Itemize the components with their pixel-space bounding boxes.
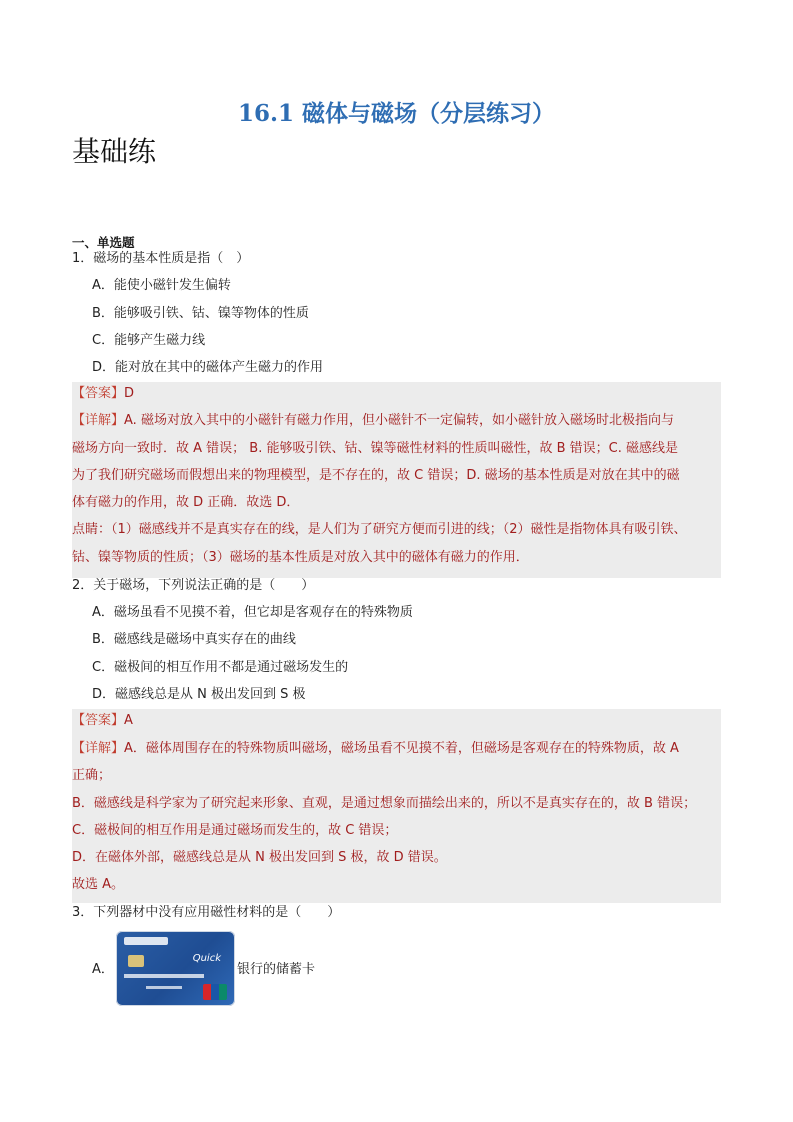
page-title: 16.1 磁体与磁场（分层练习）	[237, 100, 556, 127]
q1-option-a: A．能使小磁针发生偏转	[92, 278, 231, 293]
q1-option-d: D．能对放在其中的磁体产生磁力的作用	[92, 360, 324, 375]
q1-detail-line: 为了我们研究磁场而假想出来的物理模型，是不存在的，故 C 错误；D. 磁场的基本性质是对放在其中的磁	[72, 468, 680, 483]
bank-card-image	[116, 931, 235, 1006]
q1-detail-line	[72, 411, 674, 431]
quickpass-mark: Quick	[192, 953, 221, 964]
q1-comment-line: 点睛：（1）磁感线并不是真实存在的线，是人们为了研究方便而引进的线；（2）磁性是指物体具有吸引铁、	[72, 522, 687, 537]
answer-tag: 【答案】	[72, 386, 125, 401]
q1-stem: 1．磁场的基本性质是指（ ）	[72, 251, 250, 266]
q2-option-d: D．磁感线总是从 N 极出发回到 S 极	[92, 687, 306, 702]
q2-detail-line: C．磁极间的相互作用是通过磁场而发生的，故 C 错误；	[72, 823, 398, 838]
q1-comment-line: 钴、镍等物质的性质；（3）磁场的基本性质是对放入其中的磁体有磁力的作用．	[72, 550, 529, 565]
q2-detail-line: B．磁感线是科学家为了研究起来形象、直观，是通过想象而描绘出来的，所以不是真实存在的，故 B 错误；	[72, 796, 697, 811]
unionpay-logo	[203, 984, 227, 1000]
q1-detail-line: 体有磁力的作用，故 D 正确．故选 D．	[72, 495, 300, 510]
q2-option-b: B．磁感线是磁场中真实存在的曲线	[92, 632, 296, 647]
q3-option-a-text: 银行的储蓄卡	[237, 962, 316, 977]
q2-stem: 2．关于磁场，下列说法正确的是（ ）	[72, 578, 315, 593]
q2-answer	[72, 711, 133, 731]
card-number	[124, 974, 204, 978]
level-heading: 基础练	[72, 135, 157, 168]
answer-value: A	[124, 713, 133, 728]
q3-stem: 3．下列器材中没有应用磁性材料的是（ ）	[72, 905, 341, 920]
q2-detail-line	[72, 739, 679, 759]
answer-value: D	[124, 386, 135, 401]
card-expiry	[146, 986, 182, 989]
card-chip	[128, 955, 144, 967]
q1-option-b: B．能够吸引铁、钴、镍等物体的性质	[92, 306, 309, 321]
section-heading: 一、单选题	[72, 235, 135, 250]
q2-detail-line: 正确；	[72, 768, 112, 783]
q3-option-a-label: A．	[92, 962, 114, 977]
q2-detail-line: D．在磁体外部，磁感线总是从 N 极出发回到 S 极，故 D 错误。	[72, 850, 447, 865]
q2-option-a: A．磁场虽看不见摸不着，但它却是客观存在的特殊物质	[92, 605, 413, 620]
detail-tag: 【详解】	[72, 741, 125, 756]
q1-option-c: C．能够产生磁力线	[92, 333, 206, 348]
detail-text: A．磁体周围存在的特殊物质叫磁场，磁场虽看不见摸不着，但磁场是客观存在的特殊物质，故 A	[124, 741, 679, 756]
q2-option-c: C．磁极间的相互作用不都是通过磁场发生的	[92, 660, 349, 675]
q2-detail-line: 故选 A。	[72, 877, 125, 892]
bank-logo	[124, 937, 168, 945]
q1-detail-line: 磁场方向一致时．故 A 错误； B. 能够吸引铁、钴、镍等磁性材料的性质叫磁性，故 B 错误；C. 磁感线是	[72, 441, 678, 456]
answer-tag: 【答案】	[72, 713, 125, 728]
detail-tag: 【详解】	[72, 413, 125, 428]
q1-answer	[72, 384, 134, 404]
detail-text: A. 磁场对放入其中的小磁针有磁力作用，但小磁针不一定偏转，如小磁针放入磁场时北极指向与	[124, 413, 674, 428]
